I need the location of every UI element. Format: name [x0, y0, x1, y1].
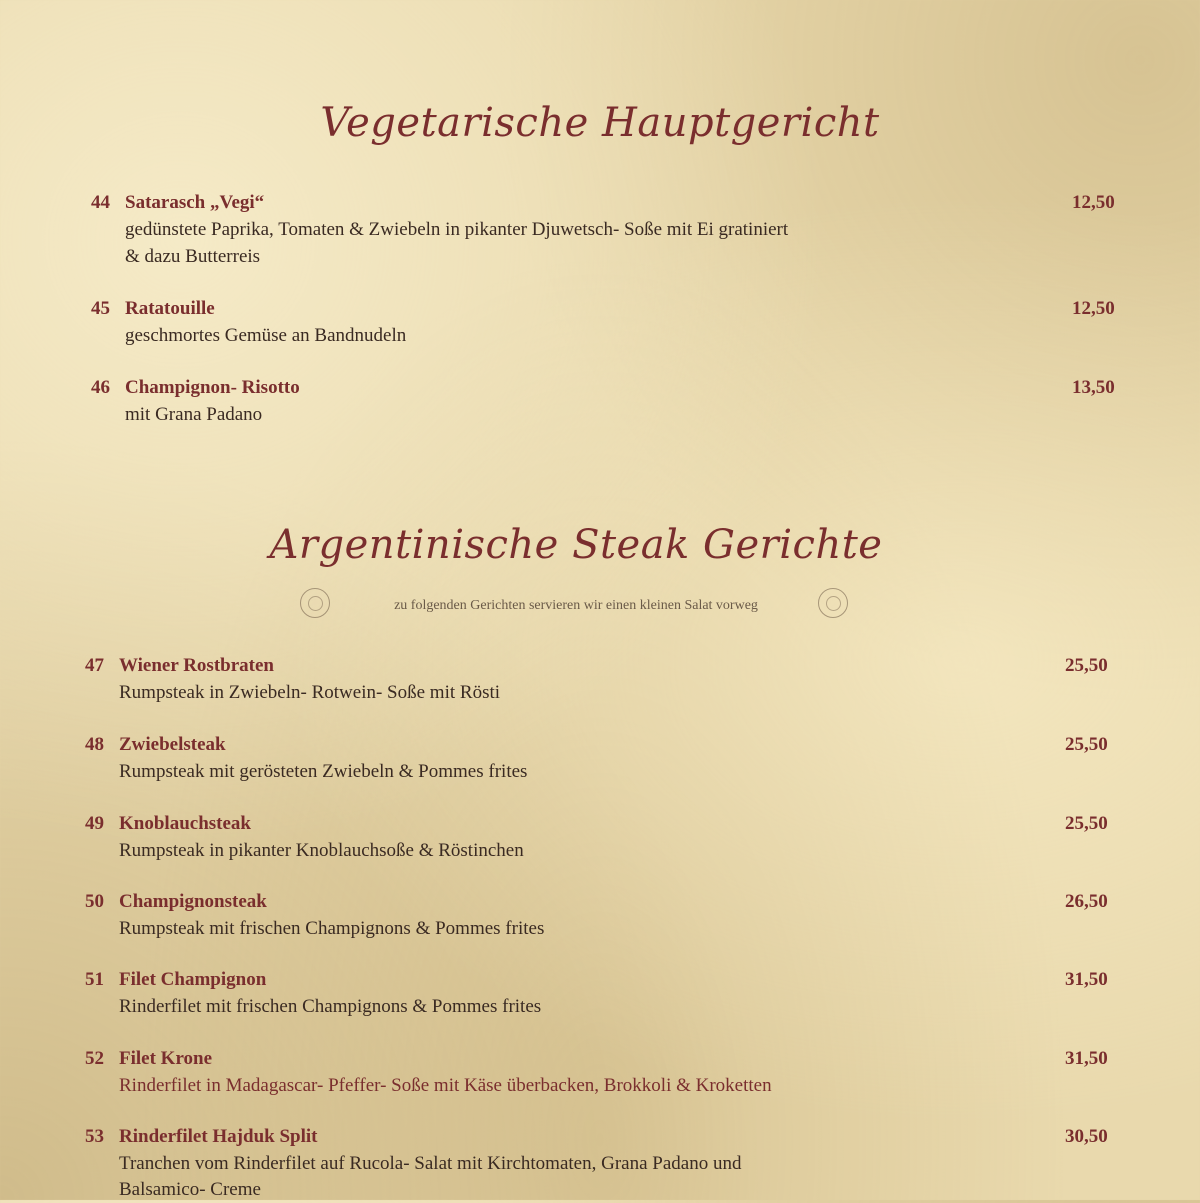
item-description: gedünstete Paprika, Tomaten & Zwiebeln in pikanter Djuwetsch- Soße mit Ei gratiniert — [125, 219, 789, 240]
item-number: 49 — [85, 813, 104, 834]
section-title-steak: Argentinische Steak Gerichte — [269, 522, 883, 568]
item-number: 46 — [91, 377, 110, 398]
item-price: 12,50 — [1072, 192, 1115, 213]
item-number: 45 — [91, 298, 110, 319]
item-price: 31,50 — [1065, 969, 1108, 990]
item-price: 31,50 — [1065, 1048, 1108, 1069]
item-number: 53 — [85, 1126, 104, 1147]
item-number: 50 — [85, 891, 104, 912]
item-name: Satarasch „Vegi“ — [125, 192, 265, 213]
item-name: Ratatouille — [125, 298, 215, 319]
section-subtitle: zu folgenden Gerichten servieren wir einen kleinen Salat vorweg — [394, 598, 758, 613]
item-price: 25,50 — [1065, 655, 1108, 676]
item-price: 26,50 — [1065, 891, 1108, 912]
item-name: Filet Krone — [119, 1048, 213, 1069]
item-description: Rumpsteak mit gerösteten Zwiebeln & Pommes frites — [119, 761, 528, 782]
item-number: 48 — [85, 734, 104, 755]
item-description: Rinderfilet in Madagascar- Pfeffer- Soße mit Käse überbacken, Brokkoli & Kroketten — [119, 1075, 772, 1096]
plate-icon — [818, 588, 848, 618]
item-description-line2: Balsamico- Creme — [119, 1179, 261, 1200]
item-name: Filet Champignon — [119, 969, 267, 990]
item-description-line2: & dazu Butterreis — [125, 246, 261, 267]
item-description: geschmortes Gemüse an Bandnudeln — [125, 325, 407, 346]
item-description: Rumpsteak in Zwiebeln- Rotwein- Soße mit Rösti — [119, 682, 501, 703]
item-name: Champignonsteak — [119, 891, 267, 912]
item-description: mit Grana Padano — [125, 404, 263, 425]
item-price: 12,50 — [1072, 298, 1115, 319]
item-price: 30,50 — [1065, 1126, 1108, 1147]
item-name: Knoblauchsteak — [119, 813, 251, 834]
item-description: Rumpsteak in pikanter Knoblauchsoße & Röstinchen — [119, 840, 524, 861]
section-title-vegetarian: Vegetarische Hauptgericht — [320, 100, 880, 146]
item-number: 51 — [85, 969, 104, 990]
item-number: 44 — [91, 192, 110, 213]
item-description: Rumpsteak mit frischen Champignons & Pommes frites — [119, 918, 545, 939]
item-name: Champignon- Risotto — [125, 377, 300, 398]
item-number: 52 — [85, 1048, 104, 1069]
item-price: 25,50 — [1065, 734, 1108, 755]
item-description: Tranchen vom Rinderfilet auf Rucola- Salat mit Kirchtomaten, Grana Padano und — [119, 1153, 742, 1174]
item-price: 13,50 — [1072, 377, 1115, 398]
item-price: 25,50 — [1065, 813, 1108, 834]
item-number: 47 — [85, 655, 104, 676]
item-name: Zwiebelsteak — [119, 734, 226, 755]
item-name: Rinderfilet Hajduk Split — [119, 1126, 318, 1147]
item-description: Rinderfilet mit frischen Champignons & Pommes frites — [119, 996, 542, 1017]
item-name: Wiener Rostbraten — [119, 655, 274, 676]
